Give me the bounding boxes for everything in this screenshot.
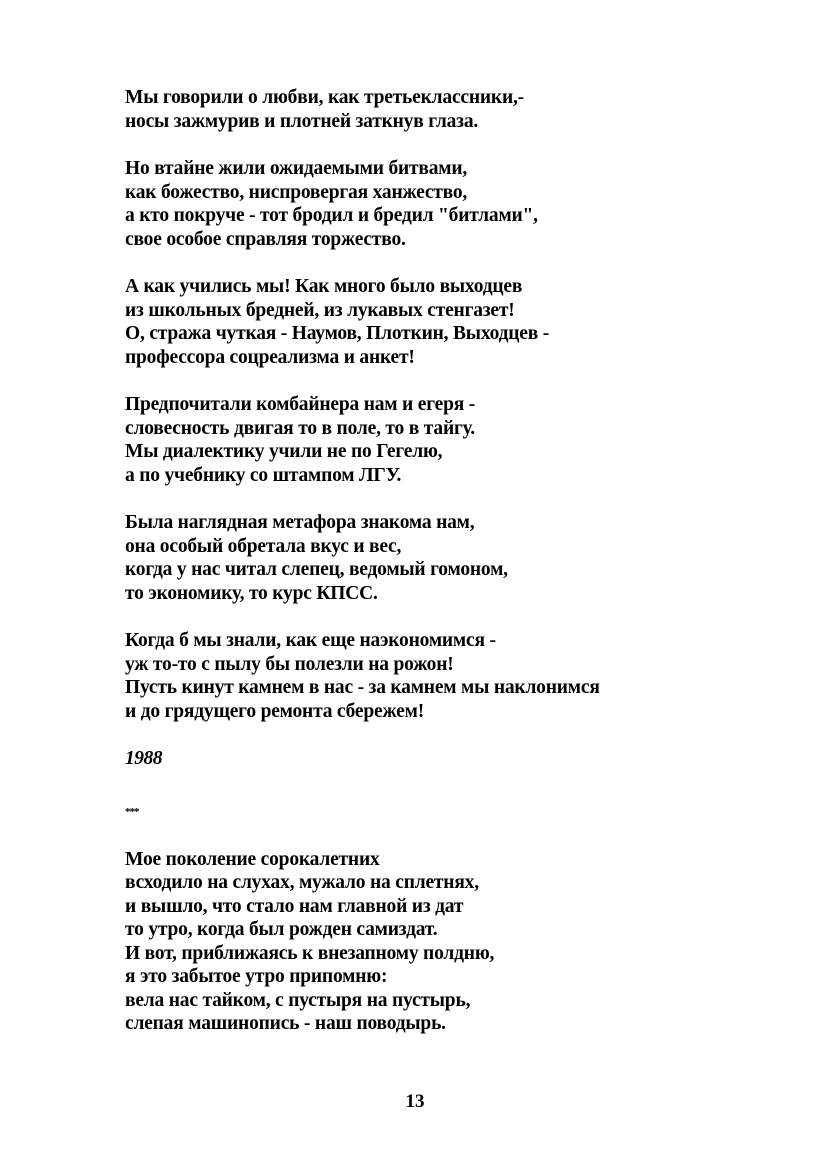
poem-line: она особый обретала вкус и вес,: [125, 535, 402, 557]
poem-line: и вышло, что стало нам главной из дат: [125, 895, 464, 917]
page-number: 13: [405, 1091, 425, 1112]
poem-line: носы зажмурив и плотней заткнув глаза.: [125, 110, 479, 132]
poem-line: как божество, ниспровергая ханжество,: [125, 181, 468, 203]
poem-line: О, стража чуткая - Наумов, Плоткин, Выходцев -: [125, 323, 550, 344]
poem-line: вела нас тайком, с пустыря на пустырь,: [125, 989, 471, 1011]
poem1-stanza-4: [125, 393, 785, 487]
poem-line: слепая машинопись - наш поводырь.: [125, 1013, 446, 1034]
poem2-stanza: [125, 848, 785, 1036]
poem1-stanza-5: [125, 511, 785, 605]
poem-line: Когда б мы знали, как еще наэкономимся -: [125, 630, 496, 651]
poem-line: то экономику, то курс КПСС.: [125, 582, 378, 604]
section-separator: ***: [125, 805, 139, 818]
poem-line: всходило на слухах, мужало на сплетнях,: [125, 872, 479, 893]
poem-line: Мы говорили о любви, как третьеклассники,-: [125, 87, 524, 108]
poem-year: 1988: [125, 748, 162, 769]
poem-line: Была наглядная метафора знакома нам,: [125, 512, 475, 533]
poem-line: Предпочитали комбайнера нам и егеря -: [125, 394, 476, 415]
poem-line: словесность двигая то в поле, то в тайгу.: [125, 417, 475, 439]
poem-line: и до грядущего ремонта сбережем!: [125, 700, 424, 722]
poem-line: а кто покруче - тот бродил и бредил "битлами",: [125, 205, 538, 226]
poem-line: Пусть кинут камнем в нас - за камнем мы наклонимся: [125, 677, 600, 698]
poem1-stanza-6: [125, 629, 785, 723]
poem-line: а по учебнику со штампом ЛГУ.: [125, 464, 402, 486]
poem-line: А как учились мы! Как много было выходцев: [125, 276, 523, 297]
poem-line: Мое поколение сорокалетних: [125, 848, 380, 870]
poem-line: Мы диалектику учили не по Гегелю,: [125, 441, 443, 462]
poem-line: свое особое справляя торжество.: [125, 228, 406, 250]
poem-line: из школьных бредней, из лукавых стенгазет!: [125, 299, 515, 321]
poem1-stanza-1: [125, 86, 785, 133]
poem-line: когда у нас читал слепец, ведомый гомоном,: [125, 559, 508, 580]
poem-text: [125, 86, 785, 1060]
poem-line: Но втайне жили ожидаемыми битвами,: [125, 158, 468, 179]
poem-line: то утро, когда был рожден самиздат.: [125, 919, 438, 940]
poem1-stanza-2: [125, 157, 785, 251]
poem-line: уж то-то с пылу бы полезли на рожон!: [125, 653, 454, 675]
poem-line: И вот, приближаясь к внезапному полдню,: [125, 942, 495, 964]
poem-line: я это забытое утро припомню:: [125, 966, 388, 987]
poem-line: профессора соцреализма и анкет!: [125, 346, 415, 368]
poem1-stanza-3: [125, 275, 785, 369]
